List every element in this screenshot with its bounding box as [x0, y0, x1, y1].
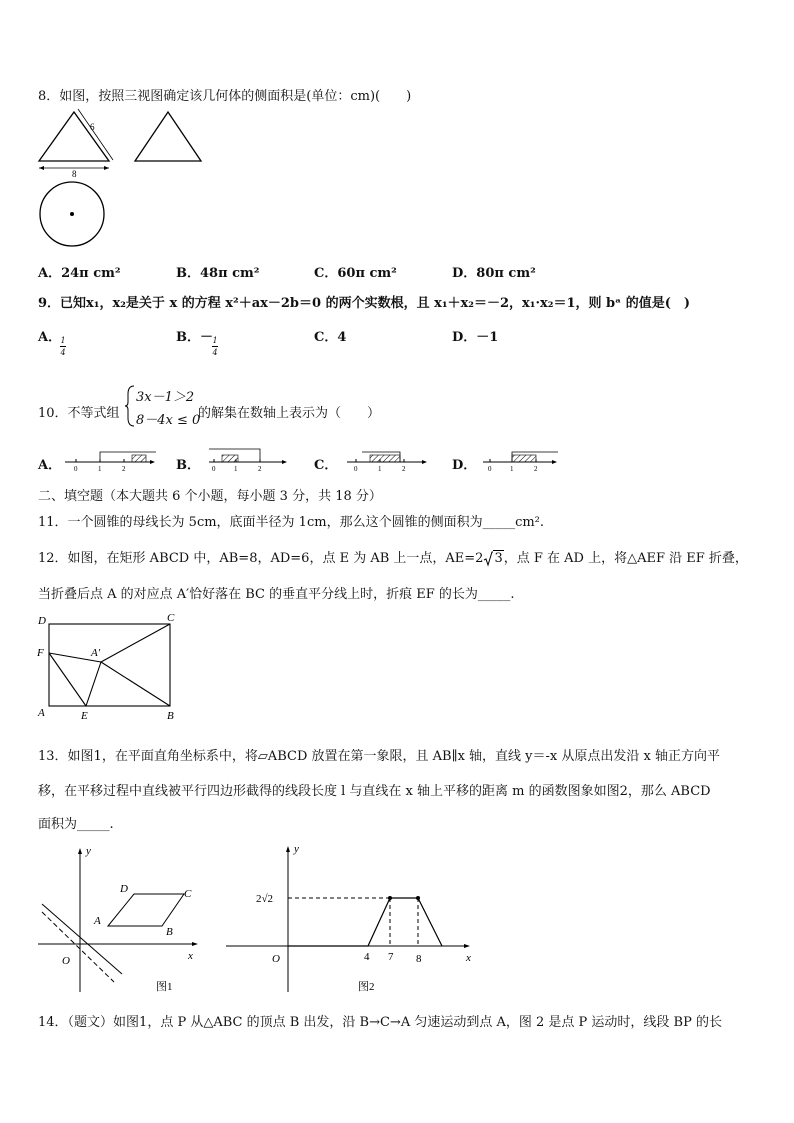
q9-fraction-a: 1 4 — [60, 336, 66, 357]
svg-text:O: O — [272, 953, 280, 965]
front-view-triangle — [39, 109, 113, 170]
q12-line-1: 12．如图，在矩形 ABCD 中，AB=8，AD=6，点 E 为 AB 上一点，AE=2 3，点 F 在 AD 上，将△AEF 沿 EF 折叠， — [38, 551, 748, 566]
q8-side-label: 6 — [90, 122, 95, 132]
svg-text:0: 0 — [354, 465, 358, 472]
q9-option-b: B．－ — [176, 330, 213, 345]
q8-option-c: C．60π cm² — [314, 266, 397, 281]
svg-text:4: 4 — [364, 951, 370, 963]
q10-brace — [124, 384, 136, 428]
q10-option-d: D． — [452, 458, 477, 473]
svg-text:F: F — [37, 647, 44, 659]
q10-suffix: 的解集在数轴上表示为（ ） — [198, 406, 381, 421]
svg-text:A: A — [38, 707, 45, 719]
q9-option-a: A． — [38, 330, 62, 345]
q10-inequality-1: 3x－1＞2 — [136, 390, 195, 405]
q10-option-b: B． — [176, 458, 200, 473]
q9-fraction-b: 1 4 — [212, 336, 218, 357]
q10-number-line-b — [204, 446, 294, 472]
q13-figure-2-graph — [222, 842, 482, 997]
svg-text:C: C — [167, 612, 175, 624]
side-view-triangle — [135, 112, 201, 161]
q10-number-line-d — [478, 446, 562, 472]
q13-figure-1 — [34, 842, 204, 997]
svg-text:C: C — [184, 888, 192, 900]
q10-number-line-a — [60, 446, 160, 472]
q13-line-1: 13．如图1，在平面直角坐标系中，将▱ABCD 放置在第一象限，且 AB∥x 轴，直线 y＝-x 从原点出发沿 x 轴正方向平 — [38, 749, 720, 764]
q8-option-a: A．24π cm² — [38, 266, 121, 281]
q8-stem: 8．如图，按照三视图确定该几何体的侧面积是(单位：cm)( ) — [38, 89, 412, 104]
svg-text:B: B — [167, 710, 174, 722]
svg-text:1: 1 — [510, 465, 514, 472]
svg-text:2: 2 — [534, 465, 538, 472]
q14-stem: 14．（题文）如图1，点 P 从△ABC 的顶点 B 出发，沿 B→C→A 匀速运动到点 A，图 2 是点 P 运动时，线段 BP 的长 — [38, 1015, 722, 1030]
svg-text:O: O — [62, 955, 70, 967]
svg-text:x: x — [466, 952, 471, 964]
svg-text:图1: 图1 — [156, 981, 173, 993]
svg-text:0: 0 — [212, 465, 216, 472]
q8-option-b: B．48π cm² — [176, 266, 260, 281]
q10-inequality-2: 8－4x ≤ 0 — [136, 413, 201, 428]
q12-rectangle-figure — [34, 608, 184, 724]
sqrt-symbol — [483, 551, 493, 567]
q11-stem: 11．一个圆锥的母线长为 5cm，底面半径为 1cm，那么这个圆锥的侧面积为_____cm². — [38, 515, 545, 530]
q13-line-2: 移，在平移过程中直线被平行四边形截得的线段长度 l 与直线在 x 轴上平移的距离 m 的函数图象如图2，那么 ABCD — [38, 784, 711, 799]
svg-text:B: B — [166, 926, 173, 938]
svg-text:y: y — [294, 843, 299, 855]
svg-text:A′: A′ — [91, 647, 101, 659]
q10-option-a: A． — [38, 458, 62, 473]
q13-line-3: 面积为_____. — [38, 817, 114, 832]
q12-line-2: 当折叠后点 A 的对应点 A′恰好落在 BC 的垂直平分线上时，折痕 EF 的长为_____. — [38, 587, 515, 602]
q8-base-label: 8 — [72, 169, 77, 179]
svg-text:图2: 图2 — [358, 981, 375, 993]
svg-text:0: 0 — [488, 465, 492, 472]
svg-text:2: 2 — [258, 465, 262, 472]
q9-stem: 9．已知x₁，x₂是关于 x 的方程 x²＋ax－2b＝0 的两个实数根，且 x₁＋x₂＝－2，x₁·x₂＝1，则 bᵃ 的值是( ) — [38, 296, 691, 311]
svg-text:0: 0 — [74, 465, 78, 472]
svg-text:1: 1 — [234, 465, 238, 472]
svg-text:2√2: 2√2 — [256, 893, 274, 905]
q10-number-line-c — [342, 446, 434, 472]
svg-text:1: 1 — [378, 465, 382, 472]
q8-option-d: D．80π cm² — [452, 266, 536, 281]
svg-text:8: 8 — [416, 953, 422, 965]
svg-text:2: 2 — [402, 465, 406, 472]
svg-text:D: D — [120, 883, 128, 895]
svg-text:y: y — [86, 845, 91, 857]
svg-text:D: D — [38, 615, 46, 627]
svg-text:1: 1 — [98, 465, 102, 472]
q9-option-c: C．4 — [314, 330, 347, 345]
svg-text:2: 2 — [122, 465, 126, 472]
svg-text:x: x — [188, 950, 193, 962]
svg-text:E: E — [81, 710, 88, 722]
q10-option-c: C． — [314, 458, 338, 473]
svg-text:7: 7 — [388, 951, 394, 963]
section-2-heading: 二、填空题（本大题共 6 个小题，每小题 3 分，共 18 分） — [38, 489, 382, 504]
q10-prefix: 10．不等式组 — [38, 406, 120, 421]
q9-option-d: D．－1 — [452, 330, 499, 345]
q8-three-view-figure — [34, 108, 214, 250]
svg-text:A: A — [94, 915, 101, 927]
